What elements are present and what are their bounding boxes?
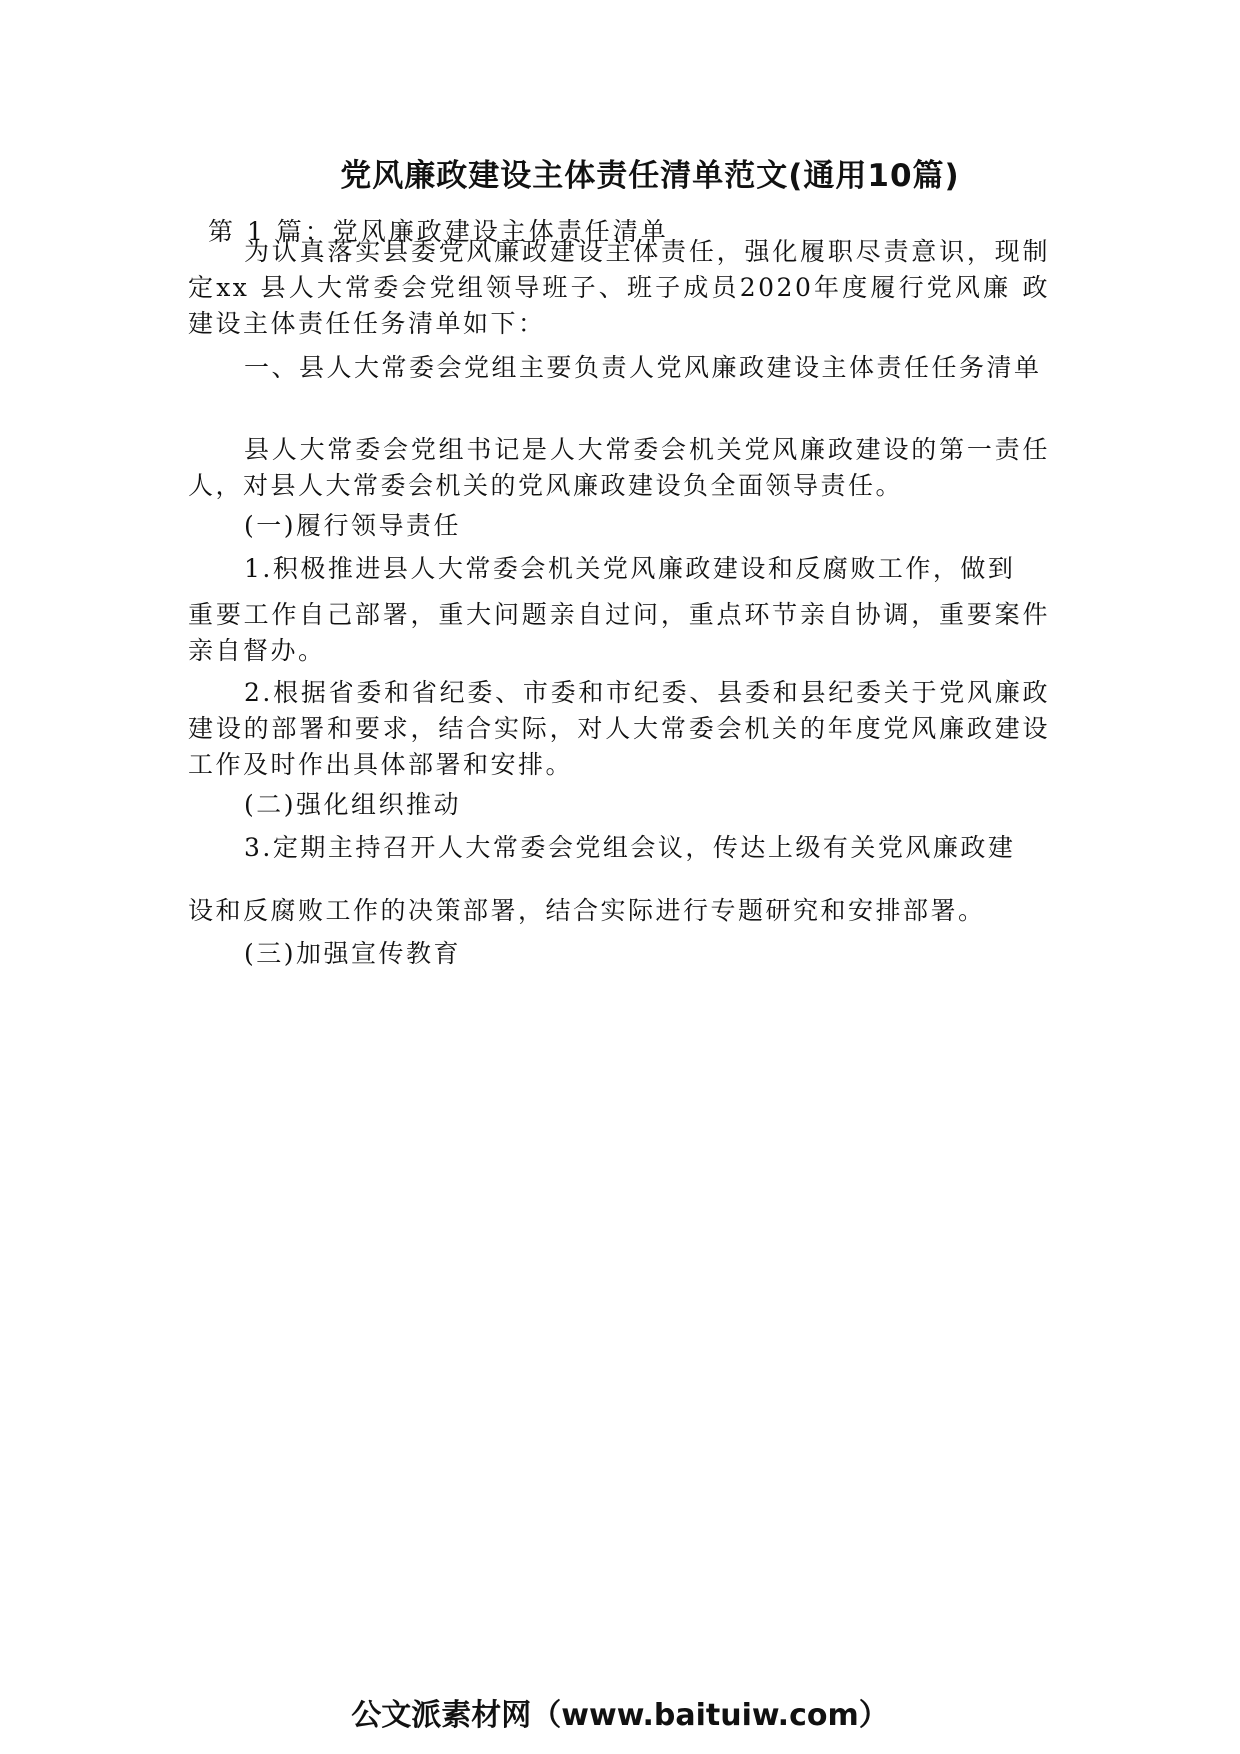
- paragraph-responsibility: 县人大常委会党组书记是人大常委会机关党风廉政建设的第一责任人，对县人大常委会机关的党风廉政建设负全面领导责任。: [188, 435, 1050, 500]
- list-item-1-line-2: 重要工作自己部署，重大问题亲自过问，重点环节亲自协调，重要案件亲自督办。: [188, 600, 1050, 665]
- subsection-heading-1: (一)履行领导责任: [244, 511, 462, 540]
- paragraph-intro: 为认真落实县委党风廉政建设主体责任，强化履职尽责意识，现制定xx 县人大常委会党组领导班子、班子成员2020年度履行党风廉 政建设主体责任任务清单如下：: [188, 237, 1050, 338]
- document-title: 党风廉政建设主体责任清单范文(通用10篇): [340, 158, 960, 194]
- document-subtitle: 第 1 篇：党风廉政建设主体责任清单: [208, 217, 669, 246]
- list-item-3-line-1: 3.定期主持召开人大常委会党组会议，传达上级有关党风廉政建: [244, 833, 1016, 862]
- subsection-heading-2: (二)强化组织推动: [244, 790, 462, 819]
- list-item-1-line-1: 1.积极推进县人大常委会机关党风廉政建设和反腐败工作，做到: [244, 554, 1016, 583]
- footer-watermark: 公文派素材网（www.baituiw.com）: [351, 1698, 889, 1733]
- subsection-heading-3: (三)加强宣传教育: [244, 939, 462, 968]
- list-item-2: 2.根据省委和省纪委、市委和市纪委、县委和县纪委关于党风廉政建设的部署和要求，结合实际，对人大常委会机关的年度党风廉政建设工作及时作出具体部署和安排。: [188, 678, 1050, 779]
- list-item-3-line-2: 设和反腐败工作的决策部署，结合实际进行专题研究和安排部署。: [188, 896, 986, 925]
- section-heading-1: 一、县人大常委会党组主要负责人党风廉政建设主体责任任务清单: [244, 353, 1042, 382]
